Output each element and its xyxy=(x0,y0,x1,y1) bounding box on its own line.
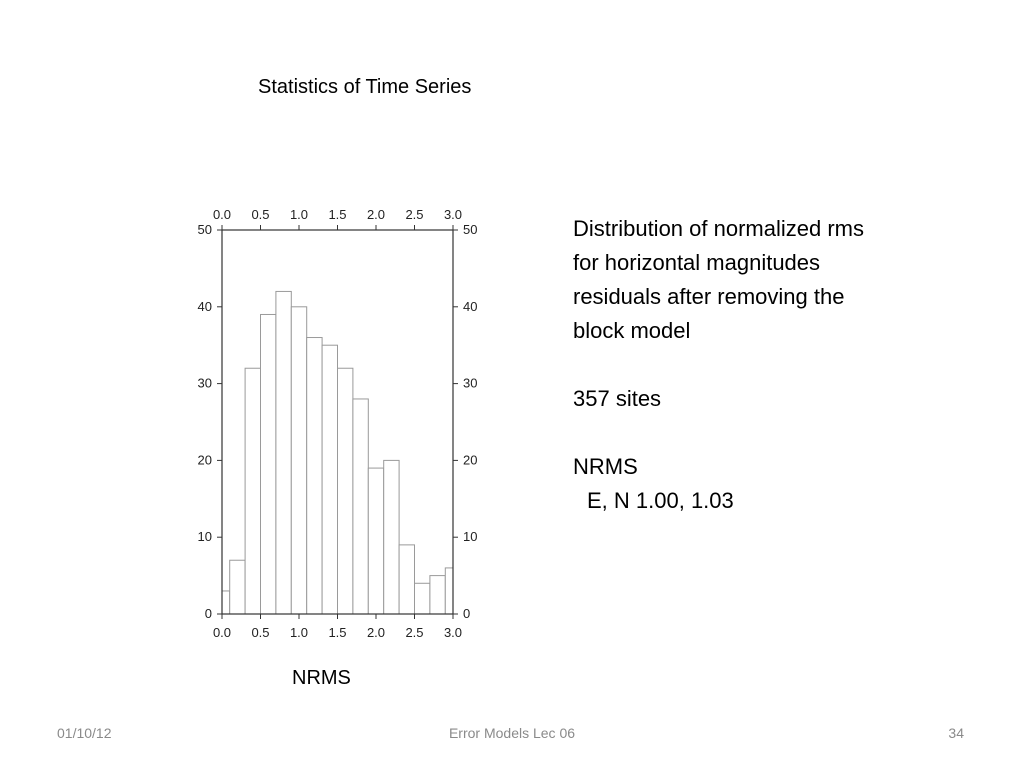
y-tick-label-right: 30 xyxy=(463,375,478,391)
y-tick-label-left: 20 xyxy=(197,452,212,468)
histogram-bar xyxy=(384,460,399,614)
nrms-values: E, N 1.00, 1.03 xyxy=(587,488,734,513)
y-tick-label-left: 0 xyxy=(204,606,212,621)
histogram-bar xyxy=(430,576,445,614)
description-line-1: Distribution of normalized rms xyxy=(573,216,864,241)
x-tick-label-top: 0.0 xyxy=(212,207,232,222)
histogram-bar xyxy=(353,399,368,614)
footer-page-number: 34 xyxy=(948,725,964,741)
nrms-heading: NRMS xyxy=(573,454,638,479)
y-tick-label-left: 50 xyxy=(197,222,212,237)
x-axis-title: NRMS xyxy=(292,667,351,689)
slide-title: Statistics of Time Series xyxy=(258,76,472,98)
x-tick-label-bottom: 0.0 xyxy=(212,625,232,640)
histogram-bar xyxy=(415,583,430,614)
description-line-4: block model xyxy=(573,318,691,343)
x-tick-label-top: 2.0 xyxy=(366,207,386,222)
site-count: 357 sites xyxy=(573,386,662,411)
x-tick-label-top: 2.5 xyxy=(405,207,424,222)
histogram-bar xyxy=(338,368,353,614)
footer-lecture-title: Error Models Lec 06 xyxy=(448,725,576,741)
x-tick-label-bottom: 3.0 xyxy=(443,625,463,640)
histogram-bar xyxy=(245,368,260,614)
y-tick-label-right: 50 xyxy=(463,222,478,237)
x-tick-label-bottom: 1.5 xyxy=(328,625,347,640)
x-tick-label-bottom: 1.0 xyxy=(289,625,309,640)
y-tick-label-right: 40 xyxy=(463,298,478,314)
x-tick-label-top: 1.0 xyxy=(289,207,309,222)
description-block xyxy=(573,212,953,518)
histogram-bar xyxy=(399,545,414,614)
histogram-bars xyxy=(214,291,460,614)
description-line-2: for horizontal magnitudes xyxy=(573,250,821,275)
y-tick-label-right: 10 xyxy=(463,529,478,545)
x-tick-label-top: 0.5 xyxy=(251,207,270,222)
y-tick-label-left: 10 xyxy=(197,529,212,545)
y-tick-label-right: 0 xyxy=(463,606,471,621)
x-tick-label-top: 1.5 xyxy=(328,207,347,222)
histogram-bar xyxy=(230,560,245,614)
histogram-bar xyxy=(291,307,306,614)
description-line-3: residuals after removing the xyxy=(573,284,845,309)
histogram-bar xyxy=(368,468,383,614)
x-tick-label-bottom: 2.0 xyxy=(366,625,386,640)
y-tick-label-right: 20 xyxy=(463,452,478,468)
footer-date: 01/10/12 xyxy=(57,725,112,741)
histogram-bar xyxy=(276,291,291,614)
nrms-histogram-chart xyxy=(185,200,485,645)
x-tick-label-bottom: 2.5 xyxy=(405,625,424,640)
y-tick-label-left: 30 xyxy=(197,375,212,391)
x-tick-label-bottom: 0.5 xyxy=(251,625,270,640)
histogram-bar xyxy=(261,314,276,614)
y-tick-label-left: 40 xyxy=(197,298,212,314)
histogram-bar xyxy=(322,345,337,614)
x-tick-label-top: 3.0 xyxy=(443,207,463,222)
histogram-bar xyxy=(307,338,322,614)
